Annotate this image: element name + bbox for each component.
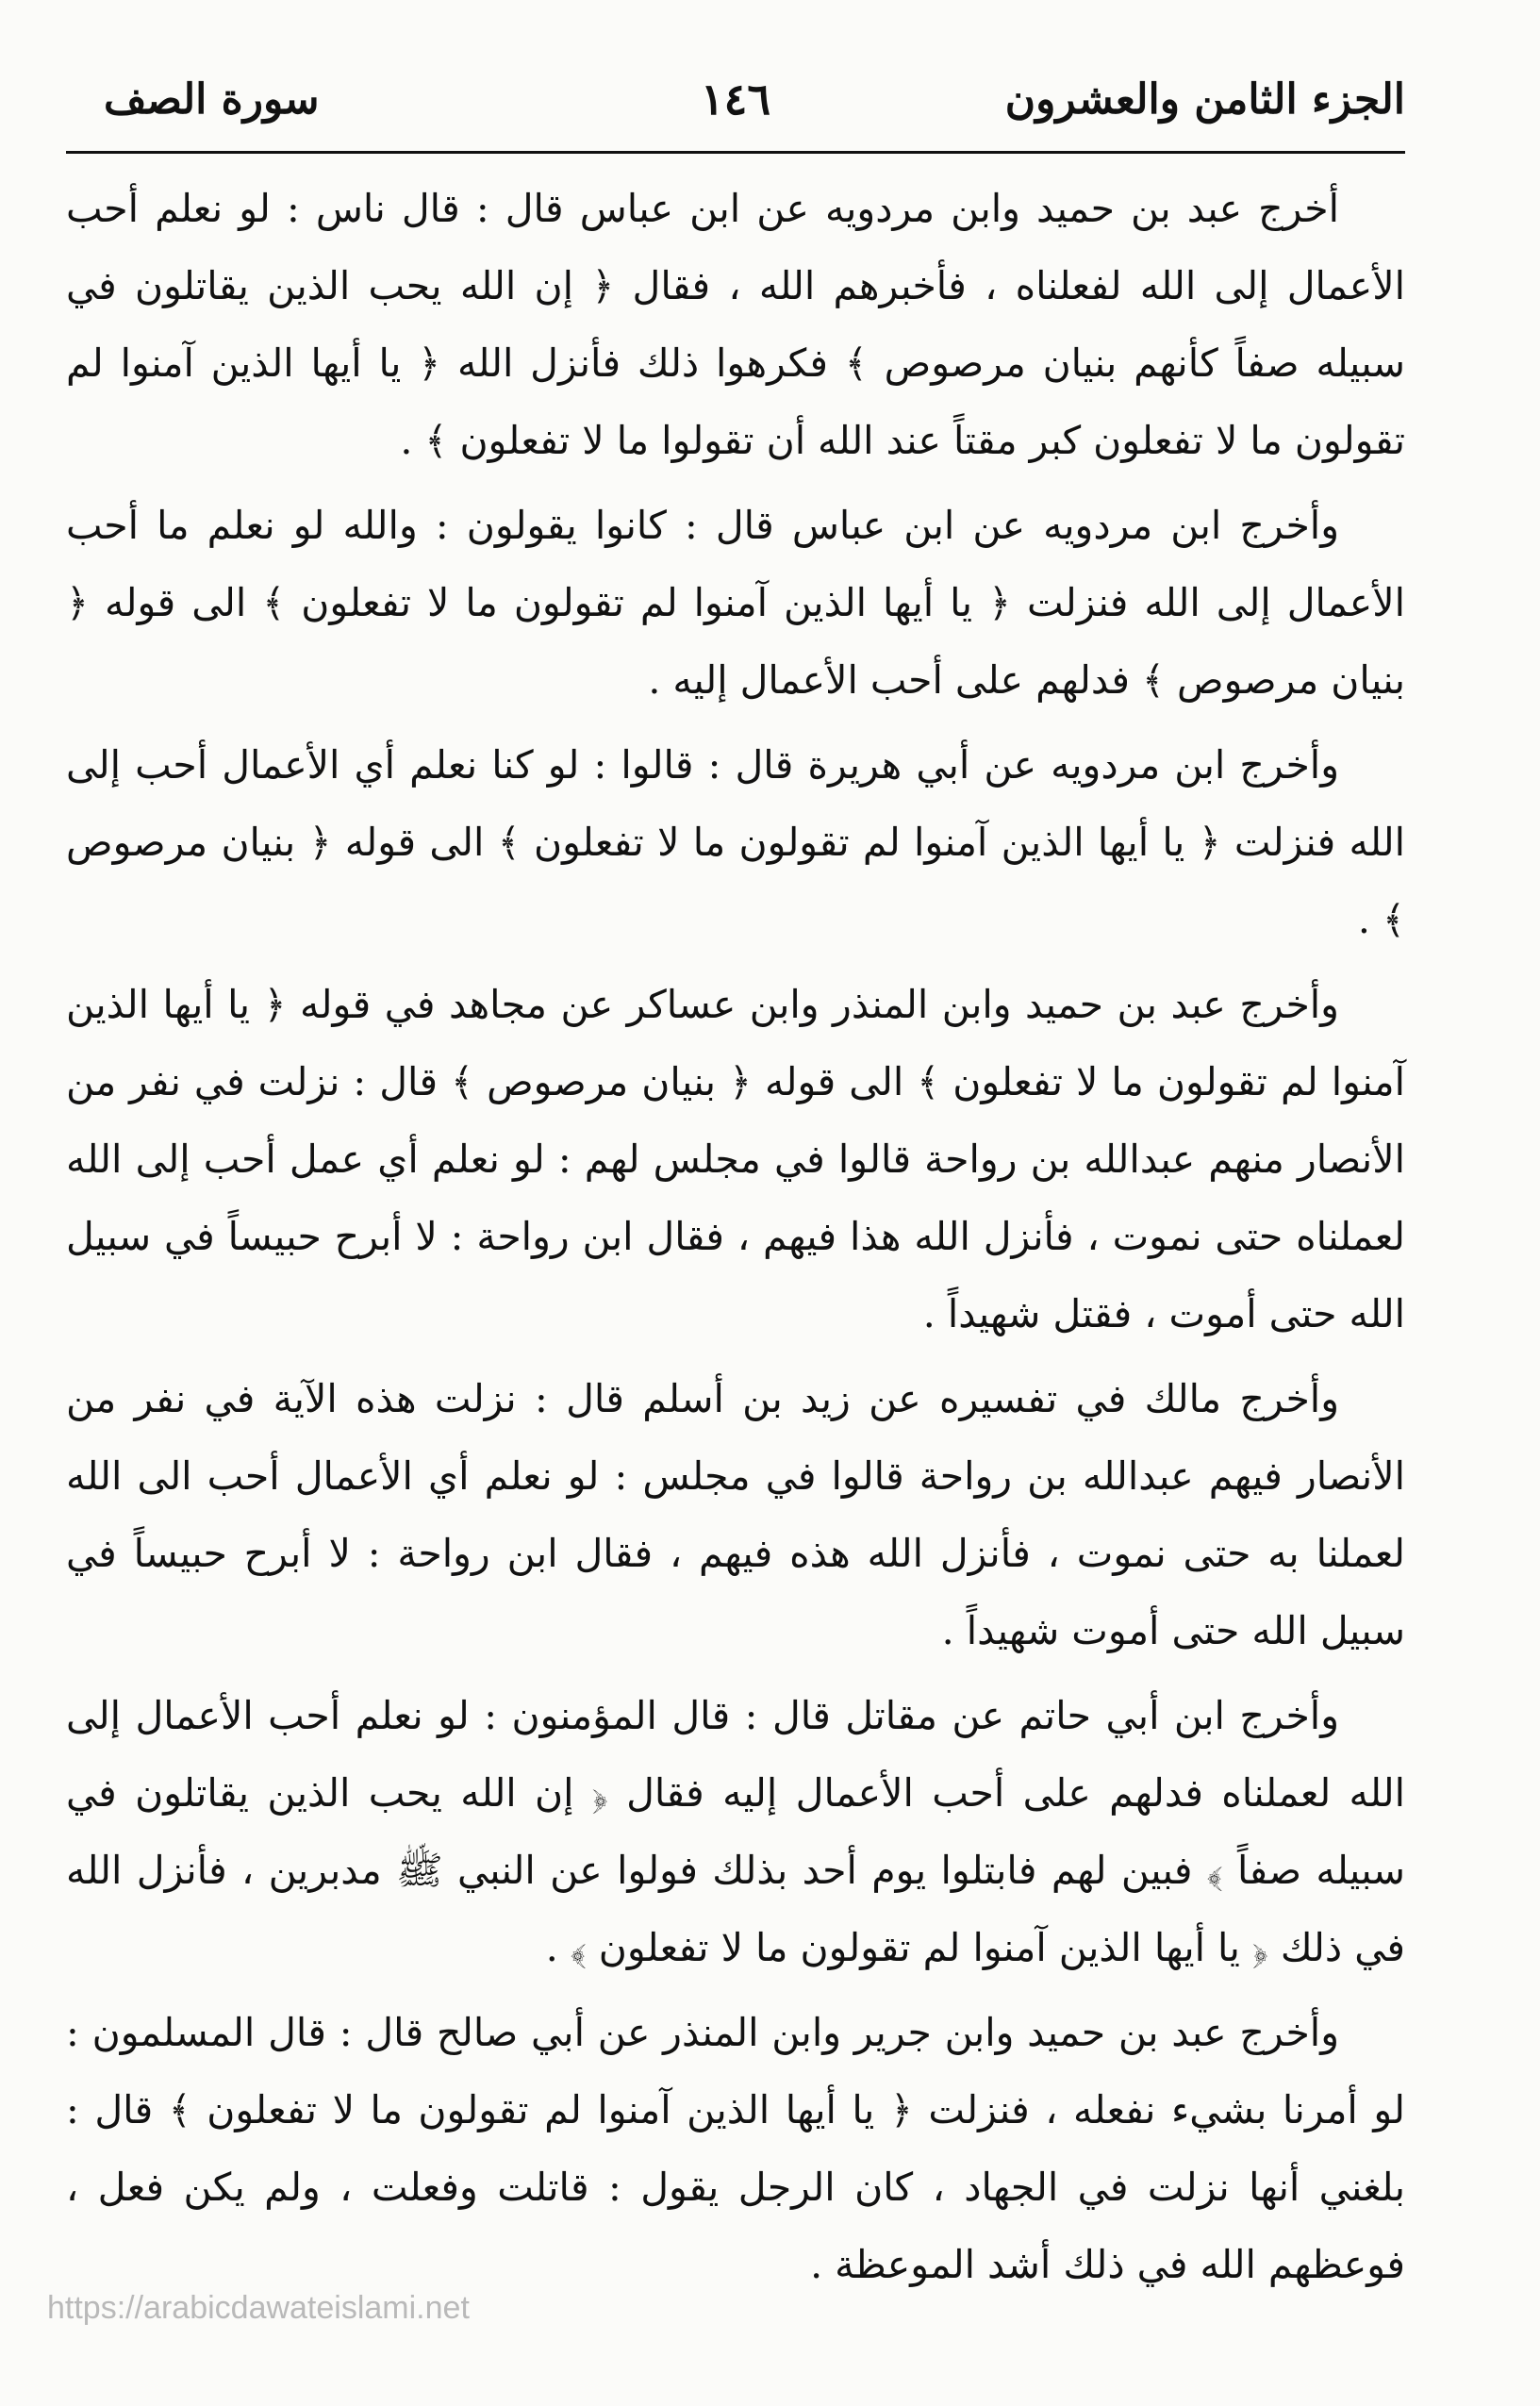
paragraph: أخرج عبد بن حميد وابن مردويه عن ابن عباس قال : قال ناس : لو نعلم أحب الأعمال إلى الله لفعلناه ، فأخبرهم الله ، فقال ﴿ إن الله يحب الذين يقاتلون في سبيله صفاً كأنهم بنيان مرصوص ﴾ فكرهوا ذلك فأنزل الله ﴿ يا أيها الذين آمنوا لم تقولون ما لا تفعلون كبر مقتاً عند الله أن تقولوا ما لا تفعلون ﴾ . xyxy=(66,186,1405,463)
surah-title: سورة الصف xyxy=(104,75,320,124)
paragraph: وأخرج ابن أبي حاتم عن مقاتل قال : قال المؤمنون : لو نعلم أحب الأعمال إلى الله لعملناه فدلهم على أحب الأعمال إليه فقال ﴿ إن الله يحب الذين يقاتلون في سبيله صفاً ﴾ فبين لهم فابتلوا يوم أحد بذلك فولوا عن النبي ﷺ مدبرين ، فأنزل الله في ذلك ﴿ يا أيها الذين آمنوا لم تقولون ما لا تفعلون ﴾ . xyxy=(66,1693,1405,1970)
paragraph: وأخرج ابن مردويه عن ابن عباس قال : كانوا يقولون : والله لو نعلم ما أحب الأعمال إلى الله فنزلت ﴿ يا أيها الذين آمنوا لم تقولون ما لا تفعلون ﴾ الى قوله ﴿ بنيان مرصوص ﴾ فدلهم على أحب الأعمال إليه . xyxy=(66,503,1405,703)
paragraph: وأخرج مالك في تفسيره عن زيد بن أسلم قال : نزلت هذه الآية في نفر من الأنصار فيهم عبدالله بن رواحة قالوا في مجلس : لو نعلم أي الأعمال أحب الى الله لعملنا به حتى نموت ، فأنزل الله هذه فيهم ، فقال ابن رواحة : لا أبرح حبيساً في سبيل الله حتى أموت شهيداً . xyxy=(66,1376,1405,1653)
book-page xyxy=(66,57,1405,2358)
watermark-url: https://arabicdawateislami.net xyxy=(47,2290,470,2326)
part-title: الجزء الثامن والعشرون xyxy=(1004,75,1405,124)
page-body xyxy=(66,170,1405,2311)
header-rule xyxy=(66,151,1405,154)
paragraph: وأخرج عبد بن حميد وابن المنذر وابن عساكر عن مجاهد في قوله ﴿ يا أيها الذين آمنوا لم تقولون ما لا تفعلون ﴾ الى قوله ﴿ بنيان مرصوص ﴾ قال : نزلت في نفر من الأنصار منهم عبدالله بن رواحة قالوا في مجلس لهم : لو نعلم أي عمل أحب إلى الله لعملناه حتى نموت ، فأنزل الله هذا فيهم ، فقال ابن رواحة : لا أبرح حبيساً في سبيل الله حتى أموت ، فقتل شهيداً . xyxy=(66,982,1405,1336)
paragraph: وأخرج عبد بن حميد وابن جرير وابن المنذر عن أبي صالح قال : قال المسلمون : لو أمرنا بشيء نفعله ، فنزلت ﴿ يا أيها الذين آمنوا لم تقولون ما لا تفعلون ﴾ قال : بلغني أنها نزلت في الجهاد ، كان الرجل يقول : قاتلت وفعلت ، ولم يكن فعل ، فوعظهم الله في ذلك أشد الموعظة . xyxy=(66,2010,1405,2287)
paragraph: وأخرج ابن مردويه عن أبي هريرة قال : قالوا : لو كنا نعلم أي الأعمال أحب إلى الله فنزلت ﴿ يا أيها الذين آمنوا لم تقولون ما لا تفعلون ﴾ الى قوله ﴿ بنيان مرصوص ﴾ . xyxy=(66,742,1405,942)
page-header xyxy=(66,57,1405,160)
page-number: ١٤٦ xyxy=(700,74,771,124)
